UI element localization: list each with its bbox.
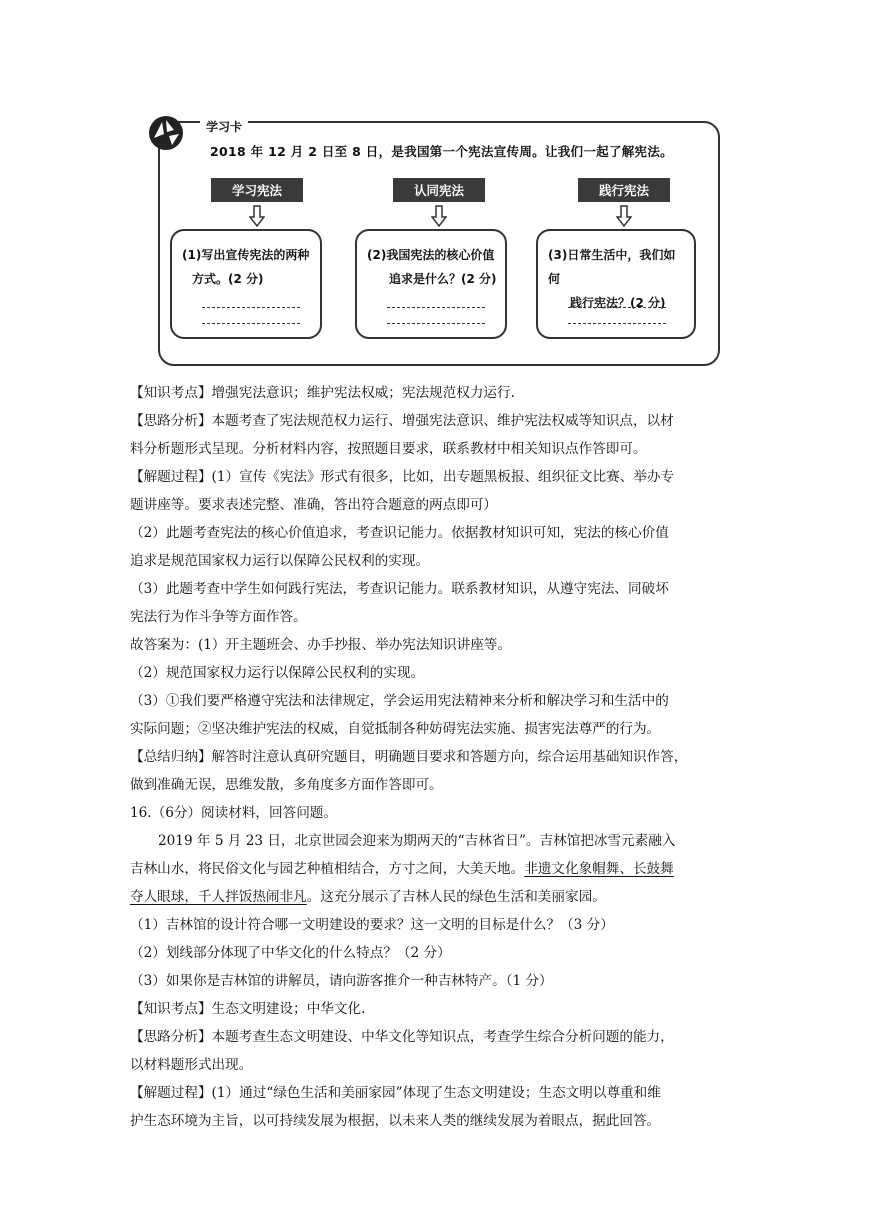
- answer-blank: [568, 307, 666, 308]
- knowledge-point-line: 【知识考点】生态文明建设；中华文化.: [130, 1001, 366, 1017]
- down-arrow-icon: [249, 205, 265, 227]
- step-box-practice: [536, 229, 696, 339]
- step-box-identify: [355, 229, 507, 339]
- material-line: [130, 887, 606, 907]
- step-question-line: 追求是什么？(2 分): [389, 272, 497, 286]
- step-head-identify: 认同宪法: [393, 178, 485, 202]
- solution-line: 宪法行为作斗争等方面作答。: [130, 609, 307, 625]
- step-box-learn: [170, 229, 322, 339]
- analysis-line: 【思路分析】本题考查生态文明建设、中华文化等知识点，考查学生综合分析问题的能力，: [130, 1029, 674, 1045]
- sub-question: （2）划线部分体现了中华文化的什么特点？（2 分）: [130, 945, 451, 961]
- down-arrow-icon: [616, 205, 632, 227]
- answer-blank: [387, 323, 485, 324]
- material-line: 2019 年 5 月 23 日，北京世园会迎来为期两天的“吉林省日”。吉林馆把冰雪元素融入: [158, 833, 676, 849]
- step-question-line: (2)我国宪法的核心价值: [367, 248, 495, 262]
- down-arrow-icon: [431, 205, 447, 227]
- solution-line: （3）此题考查中学生如何践行宪法，考查识记能力。联系教材知识，从遵守宪法、同破坏: [130, 581, 669, 597]
- material-text: 。这充分展示了吉林人民的绿色生活和美丽家园。: [306, 889, 606, 905]
- summary-line: 做到准确无误，思维发散，多角度多方面作答即可。: [130, 777, 443, 793]
- step-question-line: 践行宪法？(2 分): [570, 296, 666, 310]
- answer-blank: [568, 323, 666, 324]
- solution-line: 题讲座等。要求表述完整、准确，答出符合题意的两点即可）: [130, 497, 498, 513]
- knowledge-point-line: 【知识考点】增强宪法意识；维护宪法权威；宪法规范权力运行.: [130, 385, 515, 401]
- analysis-line: 【思路分析】本题考查了宪法规范权力运行、增强宪法意识、维护宪法权威等知识点，以材: [130, 413, 674, 429]
- answer-line: （3）①我们要严格遵守宪法和法律规定，学会运用宪法精神来分析和解决学习和生活中的: [130, 693, 669, 709]
- material-line: [130, 859, 674, 879]
- step-question-line: (3)日常生活中，我们如何: [548, 248, 676, 286]
- material-text: 吉林山水，将民俗文化与园艺种植相结合，方寸之间，大美天地。: [130, 861, 525, 877]
- solution-line: （2）此题考查宪法的核心价值追求，考查识记能力。依据教材知识可知，宪法的核心价值: [130, 525, 669, 541]
- solution-line: 追求是规范国家权力运行以保障公民权利的实现。: [130, 553, 430, 569]
- underlined-text: 非遗文化象帽舞、长鼓舞: [524, 861, 674, 877]
- step-head-learn: 学习宪法: [211, 178, 303, 202]
- answer-line: （2）规范国家权力运行以保障公民权利的实现。: [130, 665, 425, 681]
- step-question-line: (1)写出宣传宪法的两种: [182, 248, 310, 262]
- answer-blank: [202, 307, 300, 308]
- sub-question: （1）吉林馆的设计符合哪一文明建设的要求？这一文明的目标是什么？（3 分）: [130, 917, 614, 933]
- solution-line: 护生态环境为主旨，以可持续发展为根据，以未来人类的继续发展为着眼点，据此回答。: [130, 1113, 661, 1129]
- underlined-text: 夺人眼球，千人拌饭热闹非凡: [130, 889, 307, 905]
- solution-line: 【解题过程】(1）通过“绿色生活和美丽家园”体现了生态文明建设；生态文明以尊重和维: [130, 1085, 661, 1101]
- answer-line: 实际问题；②坚决维护宪法的权威，自觉抵制各种妨碍宪法实施、损害宪法尊严的行为。: [130, 721, 661, 737]
- step-question-line: 方式。(2 分): [192, 272, 264, 286]
- analysis-line: 料分析题形式呈现。分析材料内容，按照题目要求，联系教材中相关知识点作答即可。: [130, 441, 647, 457]
- question-heading: 16.（6分）阅读材料，回答问题。: [130, 805, 337, 821]
- card-intro: 2018 年 12 月 2 日至 8 日，是我国第一个宪法宣传周。让我们一起了解宪法。: [210, 144, 673, 159]
- learning-card-logo-icon: [145, 112, 187, 152]
- answer-blank: [202, 323, 300, 324]
- analysis-line: 以材料题形式出现。: [130, 1057, 253, 1073]
- summary-line: 【总结归纳】解答时注意认真研究题目，明确题目要求和答题方向，综合运用基础知识作答，: [130, 749, 688, 765]
- step-head-practice: 践行宪法: [578, 178, 670, 202]
- answer-blank: [387, 307, 485, 308]
- card-title: 学习卡: [200, 118, 248, 135]
- solution-line: 【解题过程】(1）宣传《宪法》形式有很多，比如，出专题黑板报、组织征文比赛、举办专: [130, 469, 675, 485]
- sub-question: （3）如果你是吉林馆的讲解员，请向游客推介一种吉林特产。（1 分）: [130, 973, 553, 989]
- answer-line: 故答案为：(1）开主题班会、办手抄报、举办宪法知识讲座等。: [130, 637, 511, 653]
